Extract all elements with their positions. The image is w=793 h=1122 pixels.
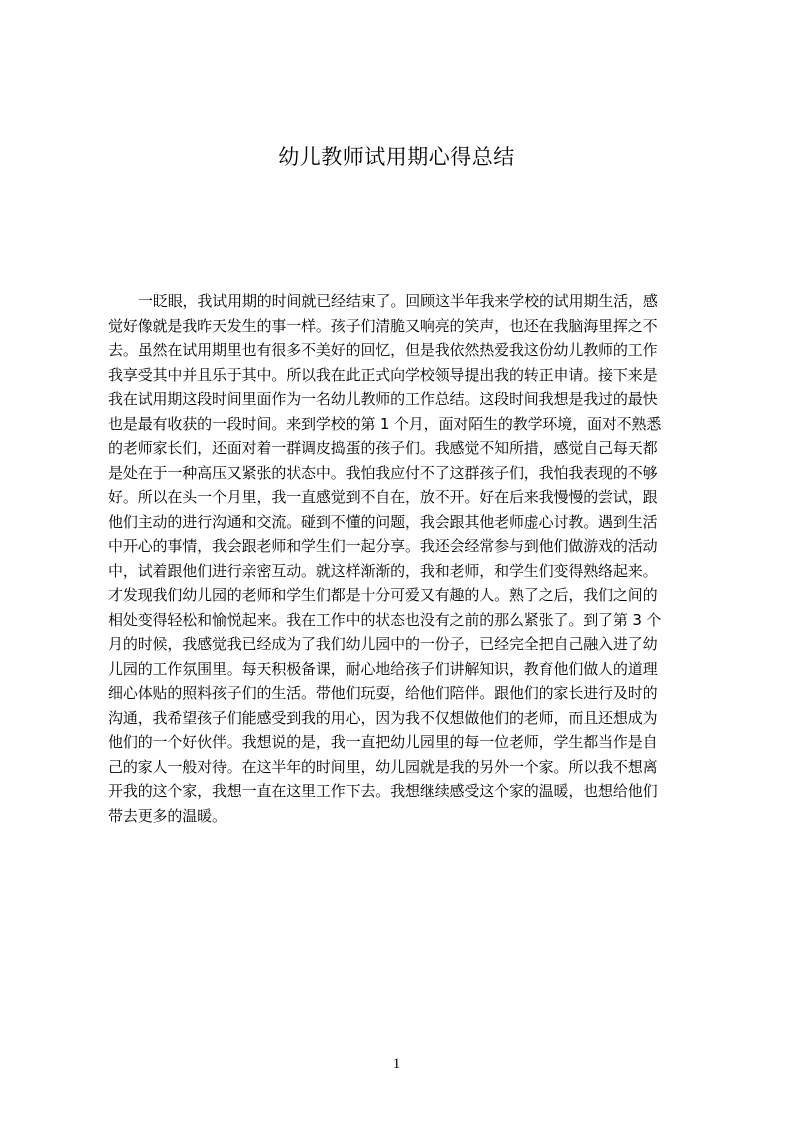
text-line: 月的时候，我感觉我已经成为了我们幼儿园中的一份子，已经完全把自己融入进了幼	[108, 635, 658, 653]
text-line: 他们主动的进行沟通和交流。碰到不懂的问题，我会跟其他老师虚心讨教。遇到生活	[108, 512, 658, 531]
body-paragraph	[108, 289, 700, 828]
text-line: 一眨眼，我试用期的时间就已经结束了。回顾这半年我来学校的试用期生活，感	[138, 292, 658, 310]
text-line: 相处变得轻松和愉悦起来。我在工作中的状态也没有之前的那么紧张了。到了第 3 个	[108, 610, 662, 629]
text-line: 是处在于一种高压又紧张的状态中。我怕我应付不了这群孩子们，我怕我表现的不够	[108, 463, 658, 482]
text-line: 带去更多的温暖。	[108, 806, 227, 825]
text-line: 去。虽然在试用期里也有很多不美好的回忆，但是我依然热爱我这份幼儿教师的工作	[108, 341, 658, 359]
text-line: 中开心的事情，我会跟老师和学生们一起分享。我还会经常参与到他们做游戏的活动	[108, 537, 658, 555]
text-line: 细心体贴的照料孩子们的生活。带他们玩耍，给他们陪伴。跟他们的家长进行及时的	[108, 684, 658, 702]
text-line: 他们的一个好伙伴。我想说的是，我一直把幼儿园里的每一位老师，学生都当作是自	[108, 733, 658, 751]
text-line: 儿园的工作氛围里。每天积极备课，耐心地给孩子们讲解知识，教育他们做人的道理	[108, 659, 658, 678]
text-line: 好。所以在头一个月里，我一直感觉到不自在，放不开。好在后来我慢慢的尝试，跟	[108, 488, 658, 506]
text-line: 觉好像就是我昨天发生的事一样。孩子们清脆又响亮的笑声，也还在我脑海里挥之不	[108, 316, 658, 335]
text-line: 中，试着跟他们进行亲密互动。就这样渐渐的，我和老师，和学生们变得熟络起来。	[108, 561, 658, 580]
text-line: 己的家人一般对待。在这半年的时间里，幼儿园就是我的另外一个家。所以我不想离	[108, 757, 658, 776]
page-number: 1	[392, 1056, 401, 1072]
text-line: 也是最有收获的一段时间。来到学校的第 1 个月，面对陌生的教学环境，面对不熟悉	[108, 414, 662, 433]
text-line: 我享受其中并且乐于其中。所以我在此正式向学校领导提出我的转正申请。接下来是	[108, 365, 658, 384]
document-title: 幼儿教师试用期心得总结	[278, 145, 515, 169]
text-line: 的老师家长们，还面对着一群调皮捣蛋的孩子们。我感觉不知所措，感觉自己每天都	[108, 439, 658, 457]
text-line: 我在试用期这段时间里面作为一名幼儿教师的工作总结。这段时间我想是我过的最快	[108, 390, 658, 408]
text-line: 才发现我们幼儿园的老师和学生们都是十分可爱又有趣的人。熟了之后，我们之间的	[108, 586, 658, 604]
text-line: 开我的这个家，我想一直在这里工作下去。我想继续感受这个家的温暖，也想给他们	[108, 782, 658, 800]
text-line: 沟通，我希望孩子们能感受到我的用心，因为我不仅想做他们的老师，而且还想成为	[108, 708, 658, 727]
